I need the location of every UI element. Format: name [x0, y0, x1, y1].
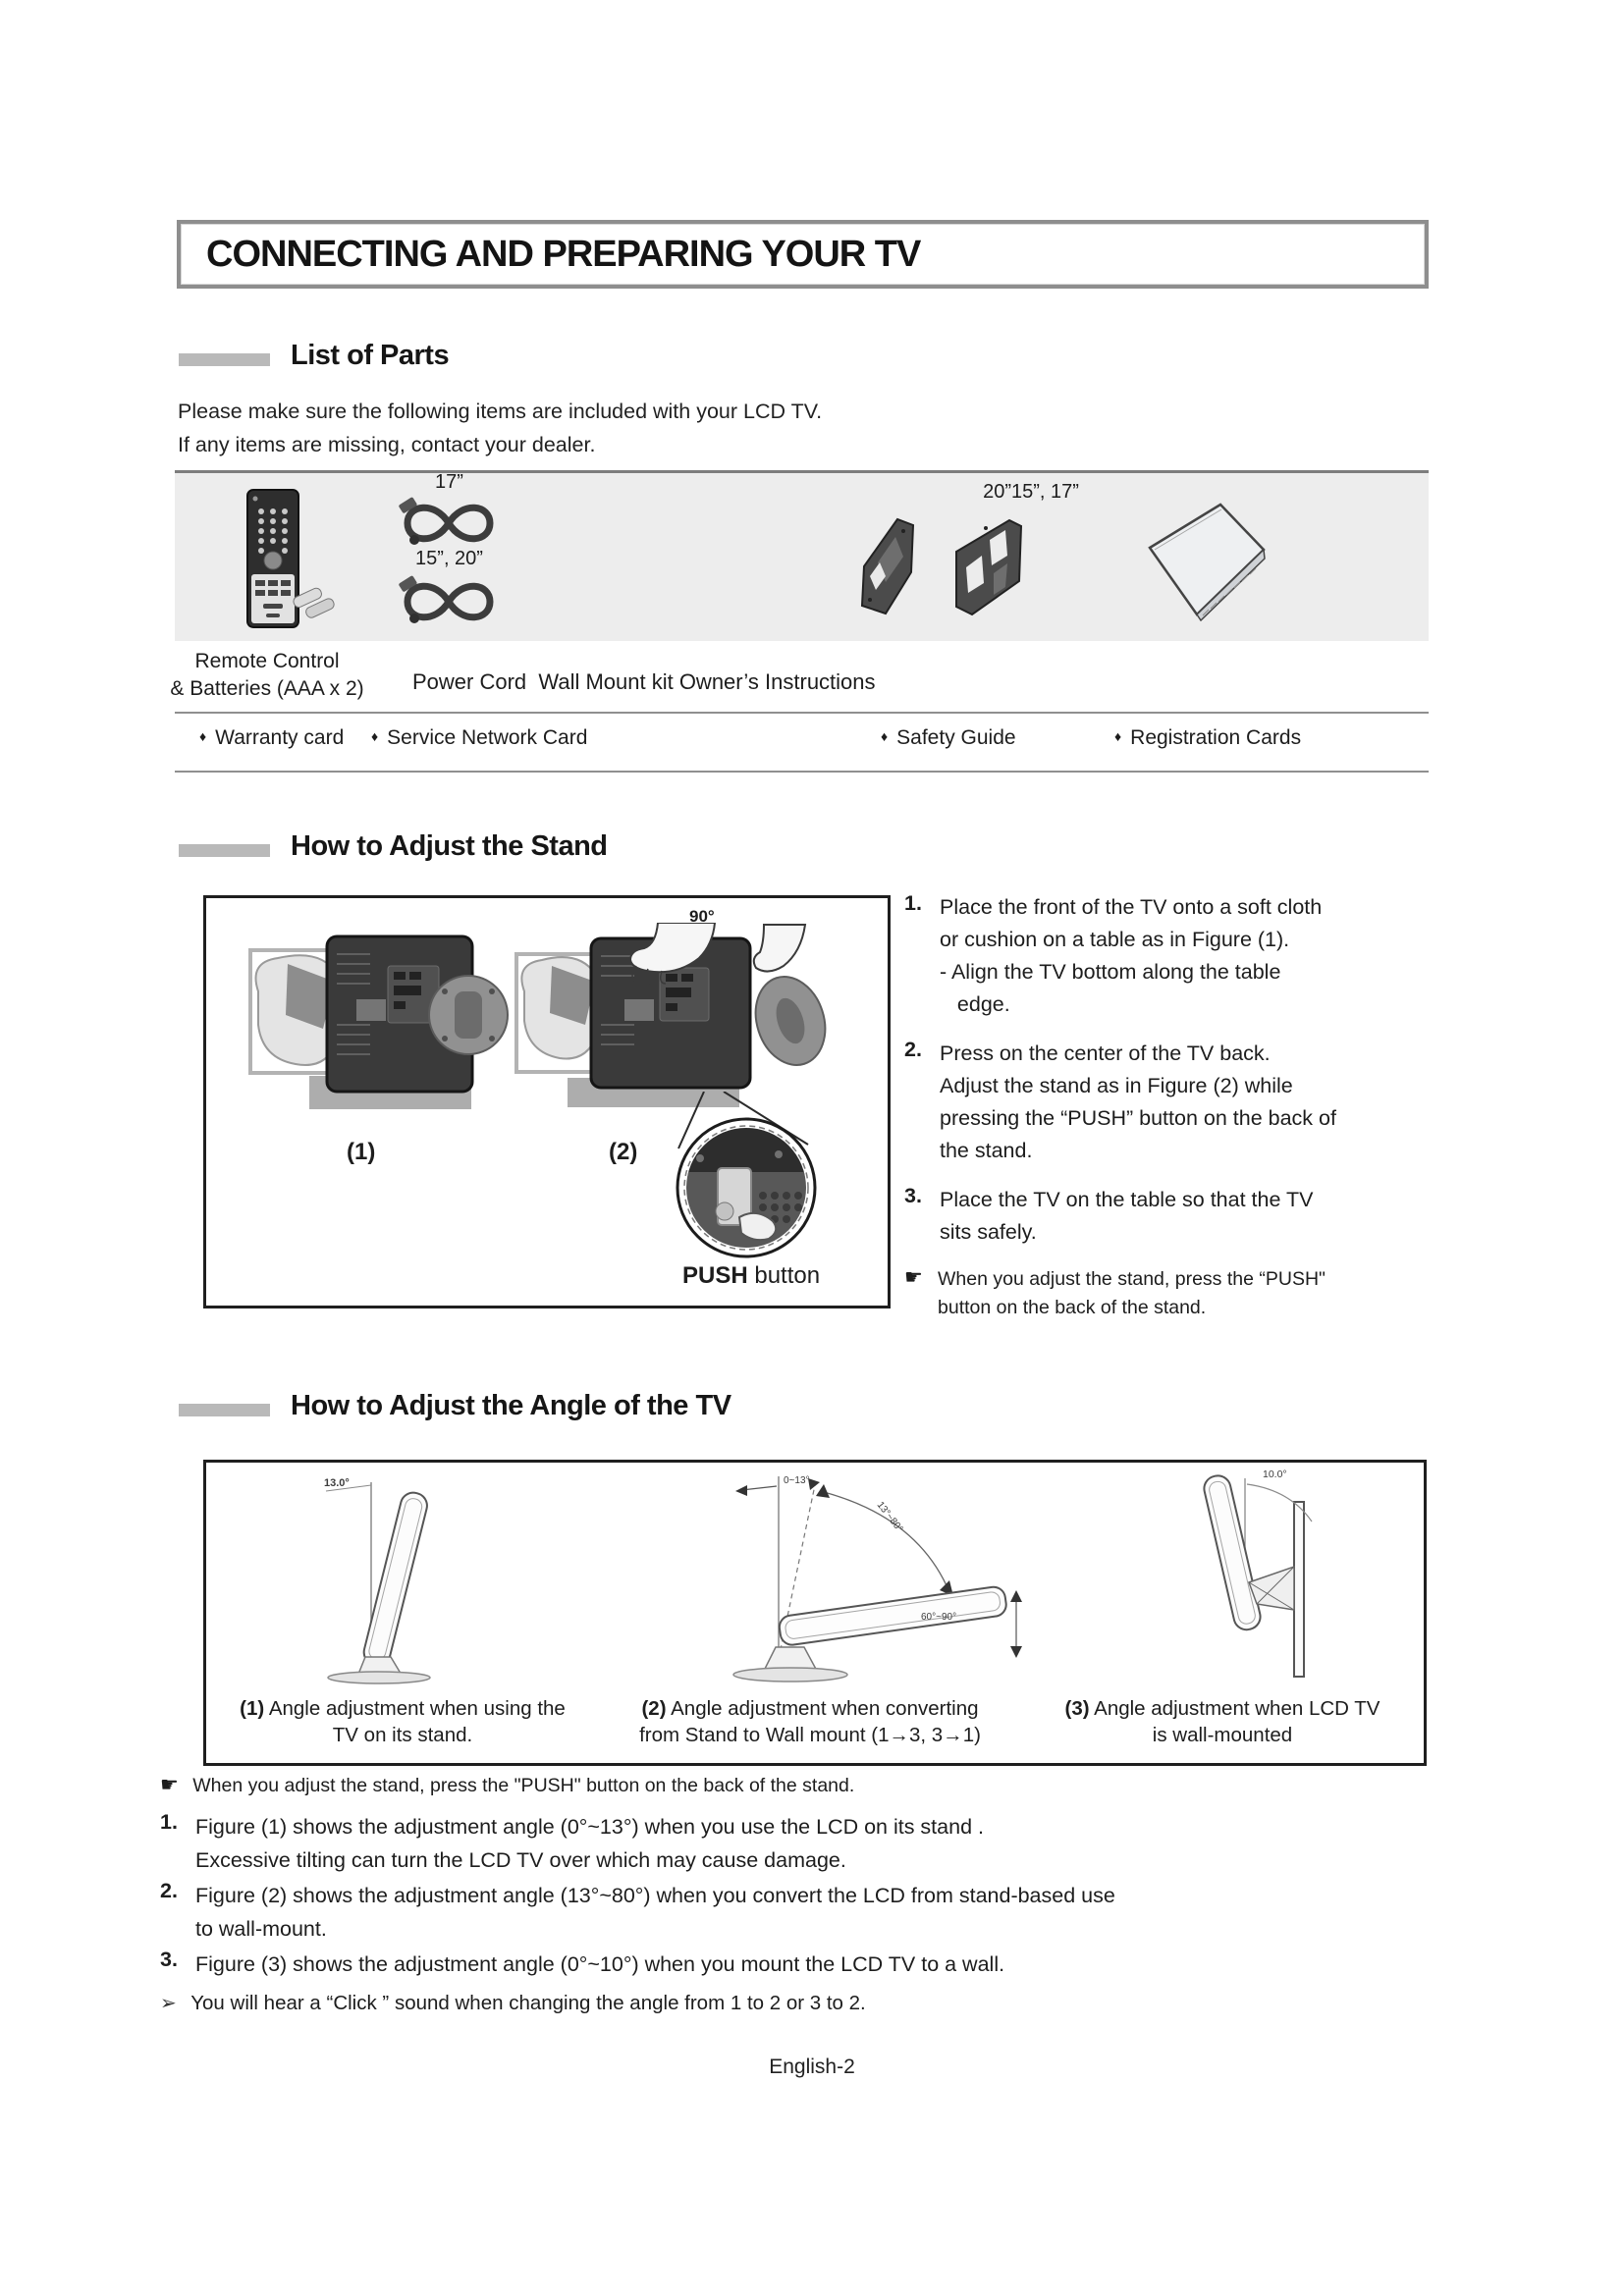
stand-heading: How to Adjust the Stand: [291, 830, 608, 862]
page-title: CONNECTING AND PREPARING YOUR TV: [206, 233, 921, 275]
figure-2-label: (2): [609, 1139, 638, 1165]
diamond-bullet-icon: ♦: [371, 728, 379, 744]
power-cord-image-15-20: [398, 571, 501, 632]
parts-intro-line1: Please make sure the following items are included with your LCD TV.: [178, 400, 823, 423]
angle-label-fig2-bottom: 60°~90°: [921, 1612, 957, 1623]
parts-intro-line2: If any items are missing, contact your dealer.: [178, 433, 596, 456]
angle-item-1: 1. Figure (1) shows the adjustment angle (0°~13°) when you use the LCD on its stand . Excessive tilting can turn the LCD TV over which may cause damage.: [160, 1810, 984, 1872]
stand-note: ☛ When you adjust the stand, press the “PUSH" button on the back of the stand.: [904, 1266, 1326, 1318]
angle-item-2: 2. Figure (2) shows the adjustment angle (13°~80°) when you convert the LCD from stand-based use to wall-mount.: [160, 1879, 1115, 1941]
stand-figure-2-drawing: [511, 923, 835, 1119]
power-cord-image-17: [398, 493, 501, 554]
wall-mount-bracket-2-image: [950, 512, 1027, 622]
step-3: 3. Place the TV on the table so that the TV sits safely.: [904, 1184, 1314, 1244]
angle-note: ☛ When you adjust the stand, press the "PUSH" button on the back of the stand.: [160, 1774, 855, 1796]
diamond-bullet-icon: ♦: [881, 728, 889, 744]
owners-instructions-book-image: [1144, 499, 1270, 621]
angle-figure-1-drawing: [314, 1474, 461, 1685]
pointing-hand-icon: ☛: [904, 1266, 923, 1289]
section-bar: [179, 844, 270, 857]
push-button-magnifier-drawing: [663, 1092, 830, 1260]
angle-heading: How to Adjust the Angle of the TV: [291, 1390, 731, 1421]
section-bar: [179, 1404, 270, 1416]
diamond-bullet-icon: ♦: [199, 728, 207, 744]
angle-items: [160, 1810, 1466, 1983]
section-bar: [179, 353, 270, 366]
parts-heading: List of Parts: [291, 340, 450, 371]
angle-item-3: 3. Figure (3) shows the adjustment angle (0°~10°) when you mount the LCD TV to a wall.: [160, 1948, 1005, 1976]
angle-label-fig2-arc: 13°~80°: [874, 1499, 905, 1535]
divider: [175, 712, 1429, 714]
step-1: 1. Place the front of the TV onto a soft cloth or cushion on a table as in Figure (1). - Align the TV bottom along the table edge.: [904, 891, 1323, 1016]
push-button-label: PUSH button: [682, 1262, 821, 1289]
click-note: ➢ You will hear a “Click ” sound when changing the angle from 1 to 2 or 3 to 2.: [160, 1992, 866, 2014]
step-2: 2. Press on the center of the TV back. Adjust the stand as in Figure (2) while pressing the “PUSH” button on the back of the stand.: [904, 1038, 1336, 1162]
angle-caption-2: (2) Angle adjustment when converting from Stand to Wall mount (1→3, 3→1): [639, 1697, 981, 1746]
bullet-service-network-card: ♦ Service Network Card: [371, 726, 588, 749]
stand-figure-1-drawing: [241, 931, 515, 1117]
remote-label: Remote Control & Batteries (AAA x 2): [170, 650, 364, 700]
angle-caption-1: (1) Angle adjustment when using the TV on its stand.: [240, 1697, 566, 1746]
parts-row-label: Power Cord Wall Mount kit Owner’s Instructions: [412, 669, 876, 694]
figure-1-label: (1): [347, 1139, 376, 1165]
bullet-warranty-card: ♦ Warranty card: [199, 726, 345, 749]
cord-size-top-label: 17”: [435, 471, 463, 493]
angle-label-fig2-top: 0~13°: [784, 1475, 810, 1486]
batteries-image: [291, 581, 338, 624]
rotate-90-label: 90°: [689, 907, 715, 926]
divider: [175, 771, 1429, 773]
wall-mount-size-label: 20”15”, 17”: [983, 481, 1079, 503]
page-title-box: [177, 220, 1429, 289]
diamond-bullet-icon: ♦: [1114, 728, 1122, 744]
cord-size-bottom-label: 15”, 20”: [415, 548, 483, 569]
page-footer: English-2: [769, 2056, 855, 2078]
angle-caption-3: (3) Angle adjustment when LCD TV is wall-mounted: [1064, 1697, 1380, 1746]
wall-mount-bracket-1-image: [856, 515, 923, 618]
pointing-hand-icon: ☛: [160, 1774, 179, 1796]
arrow-note-icon: ➢: [160, 1993, 177, 2014]
stand-steps: [904, 891, 1442, 1322]
angle-label-fig1: 13.0°: [324, 1477, 350, 1489]
bullet-registration-cards: ♦ Registration Cards: [1114, 726, 1302, 749]
angle-figure-3-drawing: [1147, 1465, 1333, 1690]
angle-label-fig3: 10.0°: [1263, 1468, 1287, 1480]
bullet-safety-guide: ♦ Safety Guide: [881, 726, 1016, 749]
